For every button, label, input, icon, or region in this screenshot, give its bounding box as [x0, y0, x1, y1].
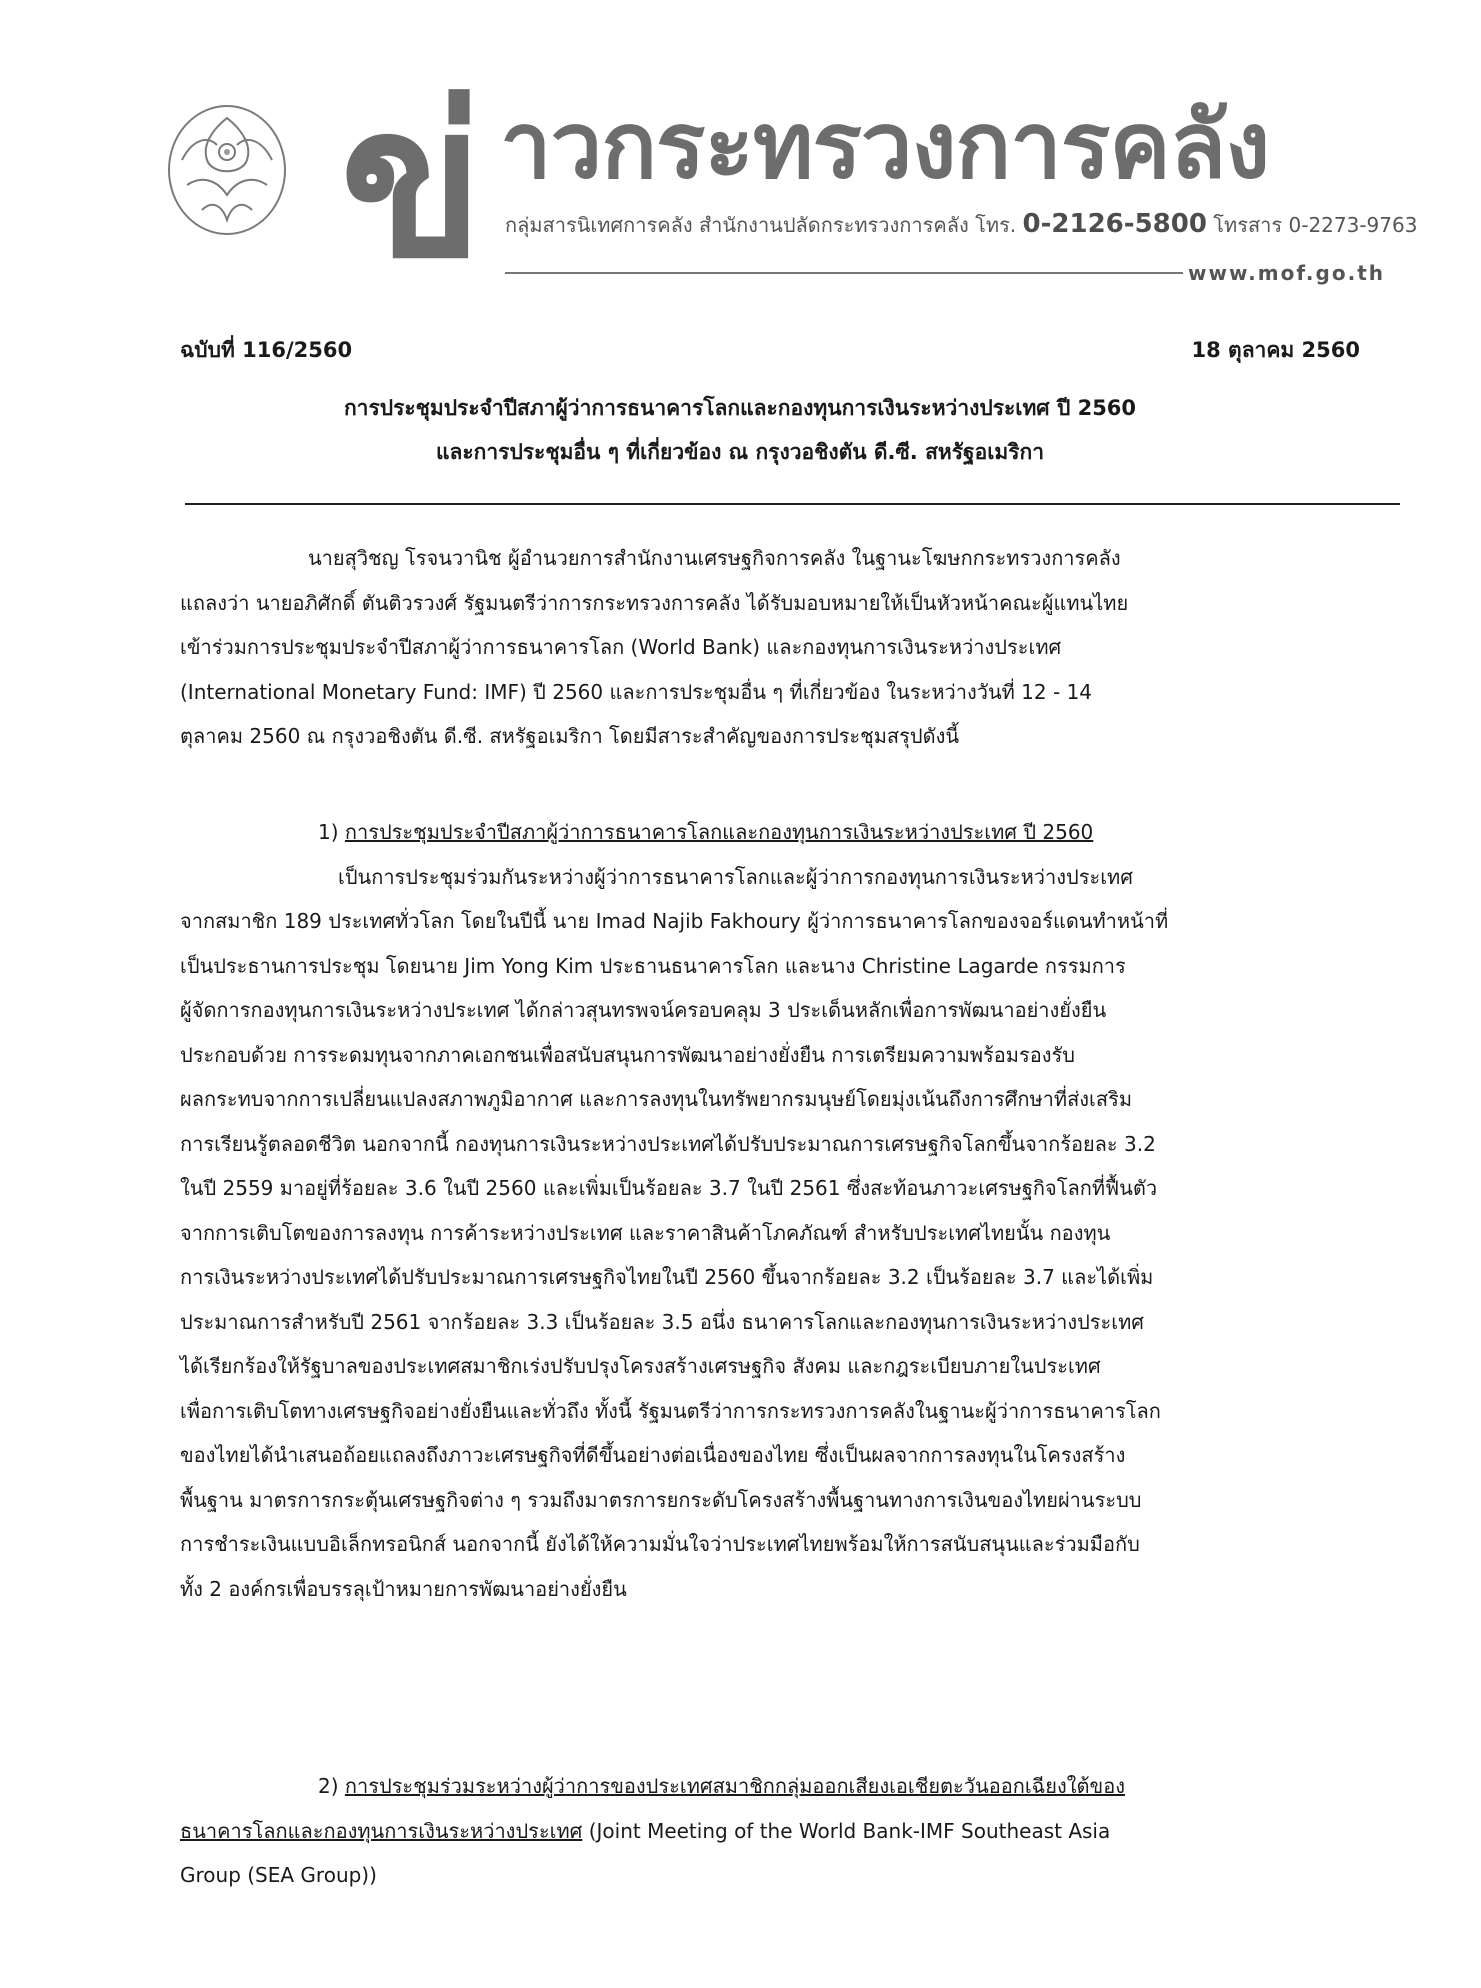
section-2-heading-line: [180, 1764, 1380, 1809]
intro-paragraph: [180, 536, 1380, 759]
masthead-contact: [505, 204, 1418, 244]
contact-phone: 0-2126-5800: [1022, 209, 1207, 239]
section-2: [180, 1764, 1380, 1898]
headline-line-1: การประชุมประจำปีสภาผู้ว่าการธนาคารโลกและกองทุนการเงินระหว่างประเทศ ปี 2560: [343, 396, 1137, 420]
section-1-line: พื้นฐาน มาตรการกระตุ้นเศรษฐกิจต่าง ๆ รวมถึงมาตรการยกระดับโครงสร้างพื้นฐานทางการเงินของไทยผ่านระบบ: [180, 1487, 1142, 1512]
section-1-line: จากสมาชิก 189 ประเทศทั่วโลก โดยในปีนี้ นาย Imad Najib Fakhoury ผู้ว่าการธนาคารโลกของจอร์แดนทำหน้าที่: [180, 909, 1169, 933]
issue-date: 18 ตุลาคม 2560: [1191, 338, 1360, 362]
section-2-english-part-2: Group (SEA Group)): [180, 1863, 377, 1887]
section-1-line: ในปี 2559 มาอยู่ที่ร้อยละ 3.6 ในปี 2560 และเพิ่มเป็นร้อยละ 3.7 ในปี 2561 ซึ่งสะท้อนภาวะเศรษฐกิจโลกที่ฟื้นตัว: [180, 1176, 1158, 1200]
section-1-line: ผู้จัดการกองทุนการเงินระหว่างประเทศ ได้กล่าวสุนทรพจน์ครอบคลุม 3 ประเด็นหลักเพื่อการพัฒนาอย่างยั่งยืน: [180, 998, 1107, 1022]
intro-line: (International Monetary Fund: IMF) ปี 2560 และการประชุมอื่น ๆ ที่เกี่ยวข้อง ในระหว่างวันที่ 12 - 14: [180, 679, 1093, 704]
section-1-line: การเรียนรู้ตลอดชีวิต นอกจากนี้ กองทุนการเงินระหว่างประเทศได้ปรับประมาณการเศรษฐกิจโลกขึ้นจากร้อยละ 3.2: [180, 1131, 1156, 1156]
masthead-url: www.mof.go.th: [1188, 261, 1385, 285]
section-2-number: 2): [318, 1774, 339, 1798]
issue-number: ฉบับที่ 116/2560: [180, 338, 353, 362]
section-1-line: จากการเติบโตของการลงทุน การค้าระหว่างประเทศ และราคาสินค้าโภคภัณฑ์ สำหรับประเทศไทยนั้น กองทุน: [180, 1220, 1111, 1245]
masthead-rule: [505, 272, 1183, 274]
section-2-heading-part-2: ธนาคารโลกและกองทุนการเงินระหว่างประเทศ: [180, 1818, 583, 1843]
section-1-number: 1): [318, 820, 339, 844]
issue-line: [180, 330, 1360, 370]
section-2-heading-part-1: การประชุมร่วมระหว่างผู้ว่าการของประเทศสมาชิกกลุ่มออกเสียงเอเชียตะวันออกเฉียงใต้ของ: [344, 1774, 1125, 1798]
section-1-line: การเงินระหว่างประเทศได้ปรับประมาณการเศรษฐกิจไทยในปี 2560 ขึ้นจากร้อยละ 3.2 เป็นร้อยละ 3.7 และได้เพิ่ม: [180, 1265, 1154, 1289]
garuda-emblem-icon: [162, 100, 292, 240]
section-1-line: ได้เรียกร้องให้รัฐบาลของประเทศสมาชิกเร่งปรับปรุงโครงสร้างเศรษฐกิจ สังคม และกฎระเบียบภายในประเทศ: [180, 1354, 1101, 1378]
headline: [150, 386, 1330, 474]
headline-line-2: และการประชุมอื่น ๆ ที่เกี่ยวข้อง ณ กรุงวอชิงตัน ดี.ซี. สหรัฐอเมริกา: [435, 440, 1045, 464]
intro-line: แถลงว่า นายอภิศักดิ์ ตันติวรวงศ์ รัฐมนตรีว่าการกระทรวงการคลัง ได้รับมอบหมายให้เป็นหัวหน้าคณะผู้แทนไทย: [180, 590, 1129, 615]
contact-fax: โทรสาร 0-2273-9763: [1213, 213, 1418, 237]
section-1: [180, 810, 1380, 1611]
section-1-line: เป็นประธานการประชุม โดยนาย Jim Yong Kim ประธานธนาคารโลก และนาง Christine Lagarde กรรมการ: [180, 953, 1126, 978]
section-1-line: ผลกระทบจากการเปลี่ยนแปลงสภาพภูมิอากาศ และการลงทุนในทรัพยากรมนุษย์โดยมุ่งเน้นถึงการศึกษาที่ส่งเสริม: [180, 1087, 1133, 1111]
contact-prefix: กลุ่มสารนิเทศการคลัง สำนักงานปลัดกระทรวงการคลัง โทร.: [505, 213, 1017, 237]
headline-rule: [185, 503, 1400, 505]
section-2-heading-line-2: [180, 1809, 1380, 1854]
section-1-line: เพื่อการเติบโตทางเศรษฐกิจอย่างยั่งยืนและทั่วถึง ทั้งนี้ รัฐมนตรีว่าการกระทรวงการคลังในฐานะผู้ว่าการธนาคารโลก: [180, 1398, 1161, 1423]
masthead-title: าวกระทรวงการคลัง: [500, 92, 1270, 199]
section-1-line: ของไทยได้นำเสนอถ้อยแถลงถึงภาวะเศรษฐกิจที่ดีขึ้นอย่างต่อเนื่องของไทย ซึ่งเป็นผลจากการลงทุนในโครงสร้าง: [180, 1443, 1126, 1467]
section-1-heading: การประชุมประจำปีสภาผู้ว่าการธนาคารโลกและกองทุนการเงินระหว่างประเทศ ปี 2560: [344, 820, 1094, 844]
section-2-english-part-1: (Joint Meeting of the World Bank-IMF Southeast Asia: [582, 1818, 1111, 1843]
section-1-line: การชำระเงินแบบอิเล็กทรอนิกส์ นอกจากนี้ ยังได้ให้ความมั่นใจว่าประเทศไทยพร้อมให้การสนับสนุนและร่วมมือกับ: [180, 1532, 1140, 1556]
masthead-initial: ข่: [340, 60, 484, 305]
section-1-heading-line: [180, 810, 1380, 855]
intro-line: ตุลาคม 2560 ณ กรุงวอชิงตัน ดี.ซี. สหรัฐอเมริกา โดยมีสาระสำคัญของการประชุมสรุปดังนี้: [180, 724, 960, 748]
masthead: [0, 0, 1481, 305]
section-1-line: เป็นการประชุมร่วมกันระหว่างผู้ว่าการธนาคารโลกและผู้ว่าการกองทุนการเงินระหว่างประเทศ: [338, 864, 1133, 889]
section-1-line: ประกอบด้วย การระดมทุนจากภาคเอกชนเพื่อสนับสนุนการพัฒนาอย่างยั่งยืน การเตรียมความพร้อมรองรับ: [180, 1042, 1075, 1067]
section-1-line: ทั้ง 2 องค์กรเพื่อบรรลุเป้าหมายการพัฒนาอย่างยั่งยืน: [180, 1576, 627, 1601]
section-1-line: ประมาณการสำหรับปี 2561 จากร้อยละ 3.3 เป็นร้อยละ 3.5 อนึ่ง ธนาคารโลกและกองทุนการเงินระหว่างประเทศ: [180, 1309, 1144, 1334]
intro-line: เข้าร่วมการประชุมประจำปีสภาผู้ว่าการธนาคารโลก (World Bank) และกองทุนการเงินระหว่างประเทศ: [180, 635, 1062, 659]
intro-line: นายสุวิชญ โรจนวานิช ผู้อำนวยการสำนักงานเศรษฐกิจการคลัง ในฐานะโฆษกกระทรวงการคลัง: [308, 546, 1121, 570]
